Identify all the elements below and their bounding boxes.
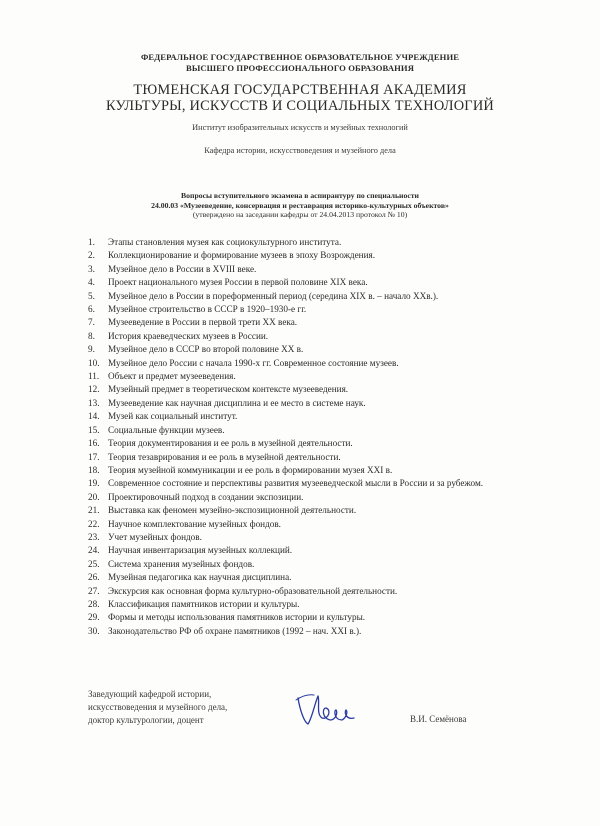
question-text: Проект национального музея России в первой половине XIX века. [108,277,368,288]
question-text: Теория документирования и ее роль в музейной деятельности. [108,438,353,449]
question-item [88,303,568,316]
question-text: Музейное дело в России в пореформенный период (середина XIX в. – начало XXв.). [108,290,439,301]
question-item [88,464,568,477]
question-number: 1. [88,237,95,247]
question-text: Формы и методы использования памятников истории и культуры. [108,612,366,623]
question-number: 16. [88,438,100,449]
question-text: Классификация памятников истории и культуры. [108,598,300,609]
question-text: Музейная педагогика как научная дисциплина. [108,572,292,583]
question-text: Учет музейных фондов. [108,531,202,542]
question-number: 11. [88,371,100,382]
question-item [88,290,568,303]
academy-line-2: КУЛЬТУРЫ, ИСКУССТВ И СОЦИАЛЬНЫХ ТЕХНОЛОГИЙ [105,98,495,114]
question-number: 19. [88,478,100,489]
question-item [88,598,568,611]
question-number: 13. [88,397,100,408]
question-number: 6. [88,304,95,315]
question-text: Музееведение в России в первой трети XX века. [108,317,298,328]
exam-title-line-2: 24.00.03 «Музееведение, консервация и реставрация историко-культурных объектов» [151,200,449,210]
org-line-2: ВЫСШЕГО ПРОФЕССИОНАЛЬНОГО ОБРАЗОВАНИЯ [185,63,415,73]
organization-header [0,52,600,74]
question-text: Объект и предмет музееведения. [108,371,236,382]
question-item [88,263,568,276]
question-text: Музейное дело в России в XVIII веке. [108,263,257,274]
question-item [88,410,568,423]
handwritten-signature [292,688,362,732]
question-text: Музейное дело в СССР во второй половине XX в. [108,344,304,355]
question-number: 8. [88,330,95,341]
department-name: Кафедра истории, искусствоведения и музейного дела [204,146,396,155]
question-text: Социальные функции музеев. [108,424,225,435]
question-text: Выставка как феномен музейно-экспозиционной деятельности. [108,505,357,516]
question-item [88,424,568,437]
question-item [88,611,568,624]
question-number: 18. [88,464,100,475]
question-item [88,276,568,289]
question-text: Экскурсия как основная форма культурно-образовательной деятельности. [108,585,398,596]
question-text: Научное комплектование музейных фондов. [108,518,281,529]
question-text: История краеведческих музеев в России. [108,330,269,341]
question-number: 5. [88,290,95,301]
question-text: Музейное строительство в СССР в 1920–1930-е гг. [108,304,307,315]
signatory-name: В.И. Семёнова [410,714,467,724]
question-number: 24. [88,545,100,556]
question-number: 15. [88,424,100,435]
question-number: 14. [88,411,100,422]
question-item [88,491,568,504]
question-item [88,571,568,584]
question-item [88,531,568,544]
exam-title [0,191,600,220]
question-number: 21. [88,505,100,516]
question-text: Музей как социальный институт. [108,411,238,422]
org-line-1: ФЕДЕРАЛЬНОЕ ГОСУДАРСТВЕННОЕ ОБРАЗОВАТЕЛЬНОЕ УЧРЕЖДЕНИЕ [140,52,460,62]
question-number: 7. [88,317,95,328]
question-text: Музееведение как научная дисциплина и ее место в системе наук. [108,397,366,408]
question-number: 30. [88,625,100,636]
question-number: 9. [88,344,95,355]
question-text: Коллекционирование и формирование музеев в эпоху Возрождения. [108,250,376,261]
question-item [88,397,568,410]
academy-line-1: ТЮМЕНСКАЯ ГОСУДАРСТВЕННАЯ АКАДЕМИЯ [133,82,467,98]
question-text: Современное состояние и перспективы развития музееведческой мысли в России и за рубежом. [108,478,484,489]
question-number: 2. [88,250,95,261]
question-text: Научная инвентаризация музейных коллекций. [108,545,293,556]
question-item [88,518,568,531]
question-item [88,437,568,450]
question-item [88,330,568,343]
question-text: Законодательство РФ об охране памятников (1992 – нач. XXI в.). [108,625,362,636]
signatory-position [88,688,227,727]
academy-title [0,82,600,114]
question-text: Музейный предмет в теоретическом контексте музееведения. [108,384,349,395]
institute-name: Институт изобразительных искусств и музейных технологий [192,123,408,132]
question-item [88,477,558,490]
position-line-1: Заведующий кафедрой истории, [88,689,212,699]
question-number: 3. [88,263,95,274]
question-number: 28. [88,598,100,609]
question-number: 4. [88,277,95,288]
position-line-2: искусствоведения и музейного дела, [88,702,228,712]
question-item [88,451,568,464]
question-text: Система хранения музейных фондов. [108,558,255,569]
question-item [88,249,568,262]
exam-approval-note: (утверждено на заседании кафедры от 24.04.2013 протокол № 10) [192,210,408,220]
question-number: 23. [88,531,100,542]
question-item [88,625,568,638]
exam-title-line-1: Вопросы вступительного экзамена в аспирантуру по специальности [181,191,419,200]
question-item [88,370,568,383]
question-text: Этапы становления музея как социокультурного института. [108,237,342,247]
question-number: 20. [88,491,100,502]
question-number: 29. [88,612,100,623]
question-number: 22. [88,518,100,529]
question-item [88,558,568,571]
question-text: Проектировочный подход в создании экспозиции. [108,491,304,502]
question-text: Музейное дело России с начала 1990-х гг. Современное состояние музеев. [108,357,399,368]
question-item [88,383,568,396]
question-item [88,316,568,329]
question-number: 17. [88,451,100,462]
question-number: 26. [88,572,100,583]
position-line-3: доктор культурологии, доцент [88,715,204,725]
question-number: 25. [88,558,100,569]
question-item [88,504,568,517]
question-text: Теория музейной коммуникации и ее роль в формировании музея XXI в. [108,464,393,475]
questions-list [88,236,568,638]
question-item [88,236,568,249]
question-number: 10. [88,357,100,368]
question-number: 12. [88,384,100,395]
question-item [88,544,568,557]
question-number: 27. [88,585,100,596]
question-item [88,343,568,356]
question-text: Теория тезаврирования и ее роль в музейной деятельности. [108,451,341,462]
question-item [88,585,568,598]
question-item [88,357,568,370]
